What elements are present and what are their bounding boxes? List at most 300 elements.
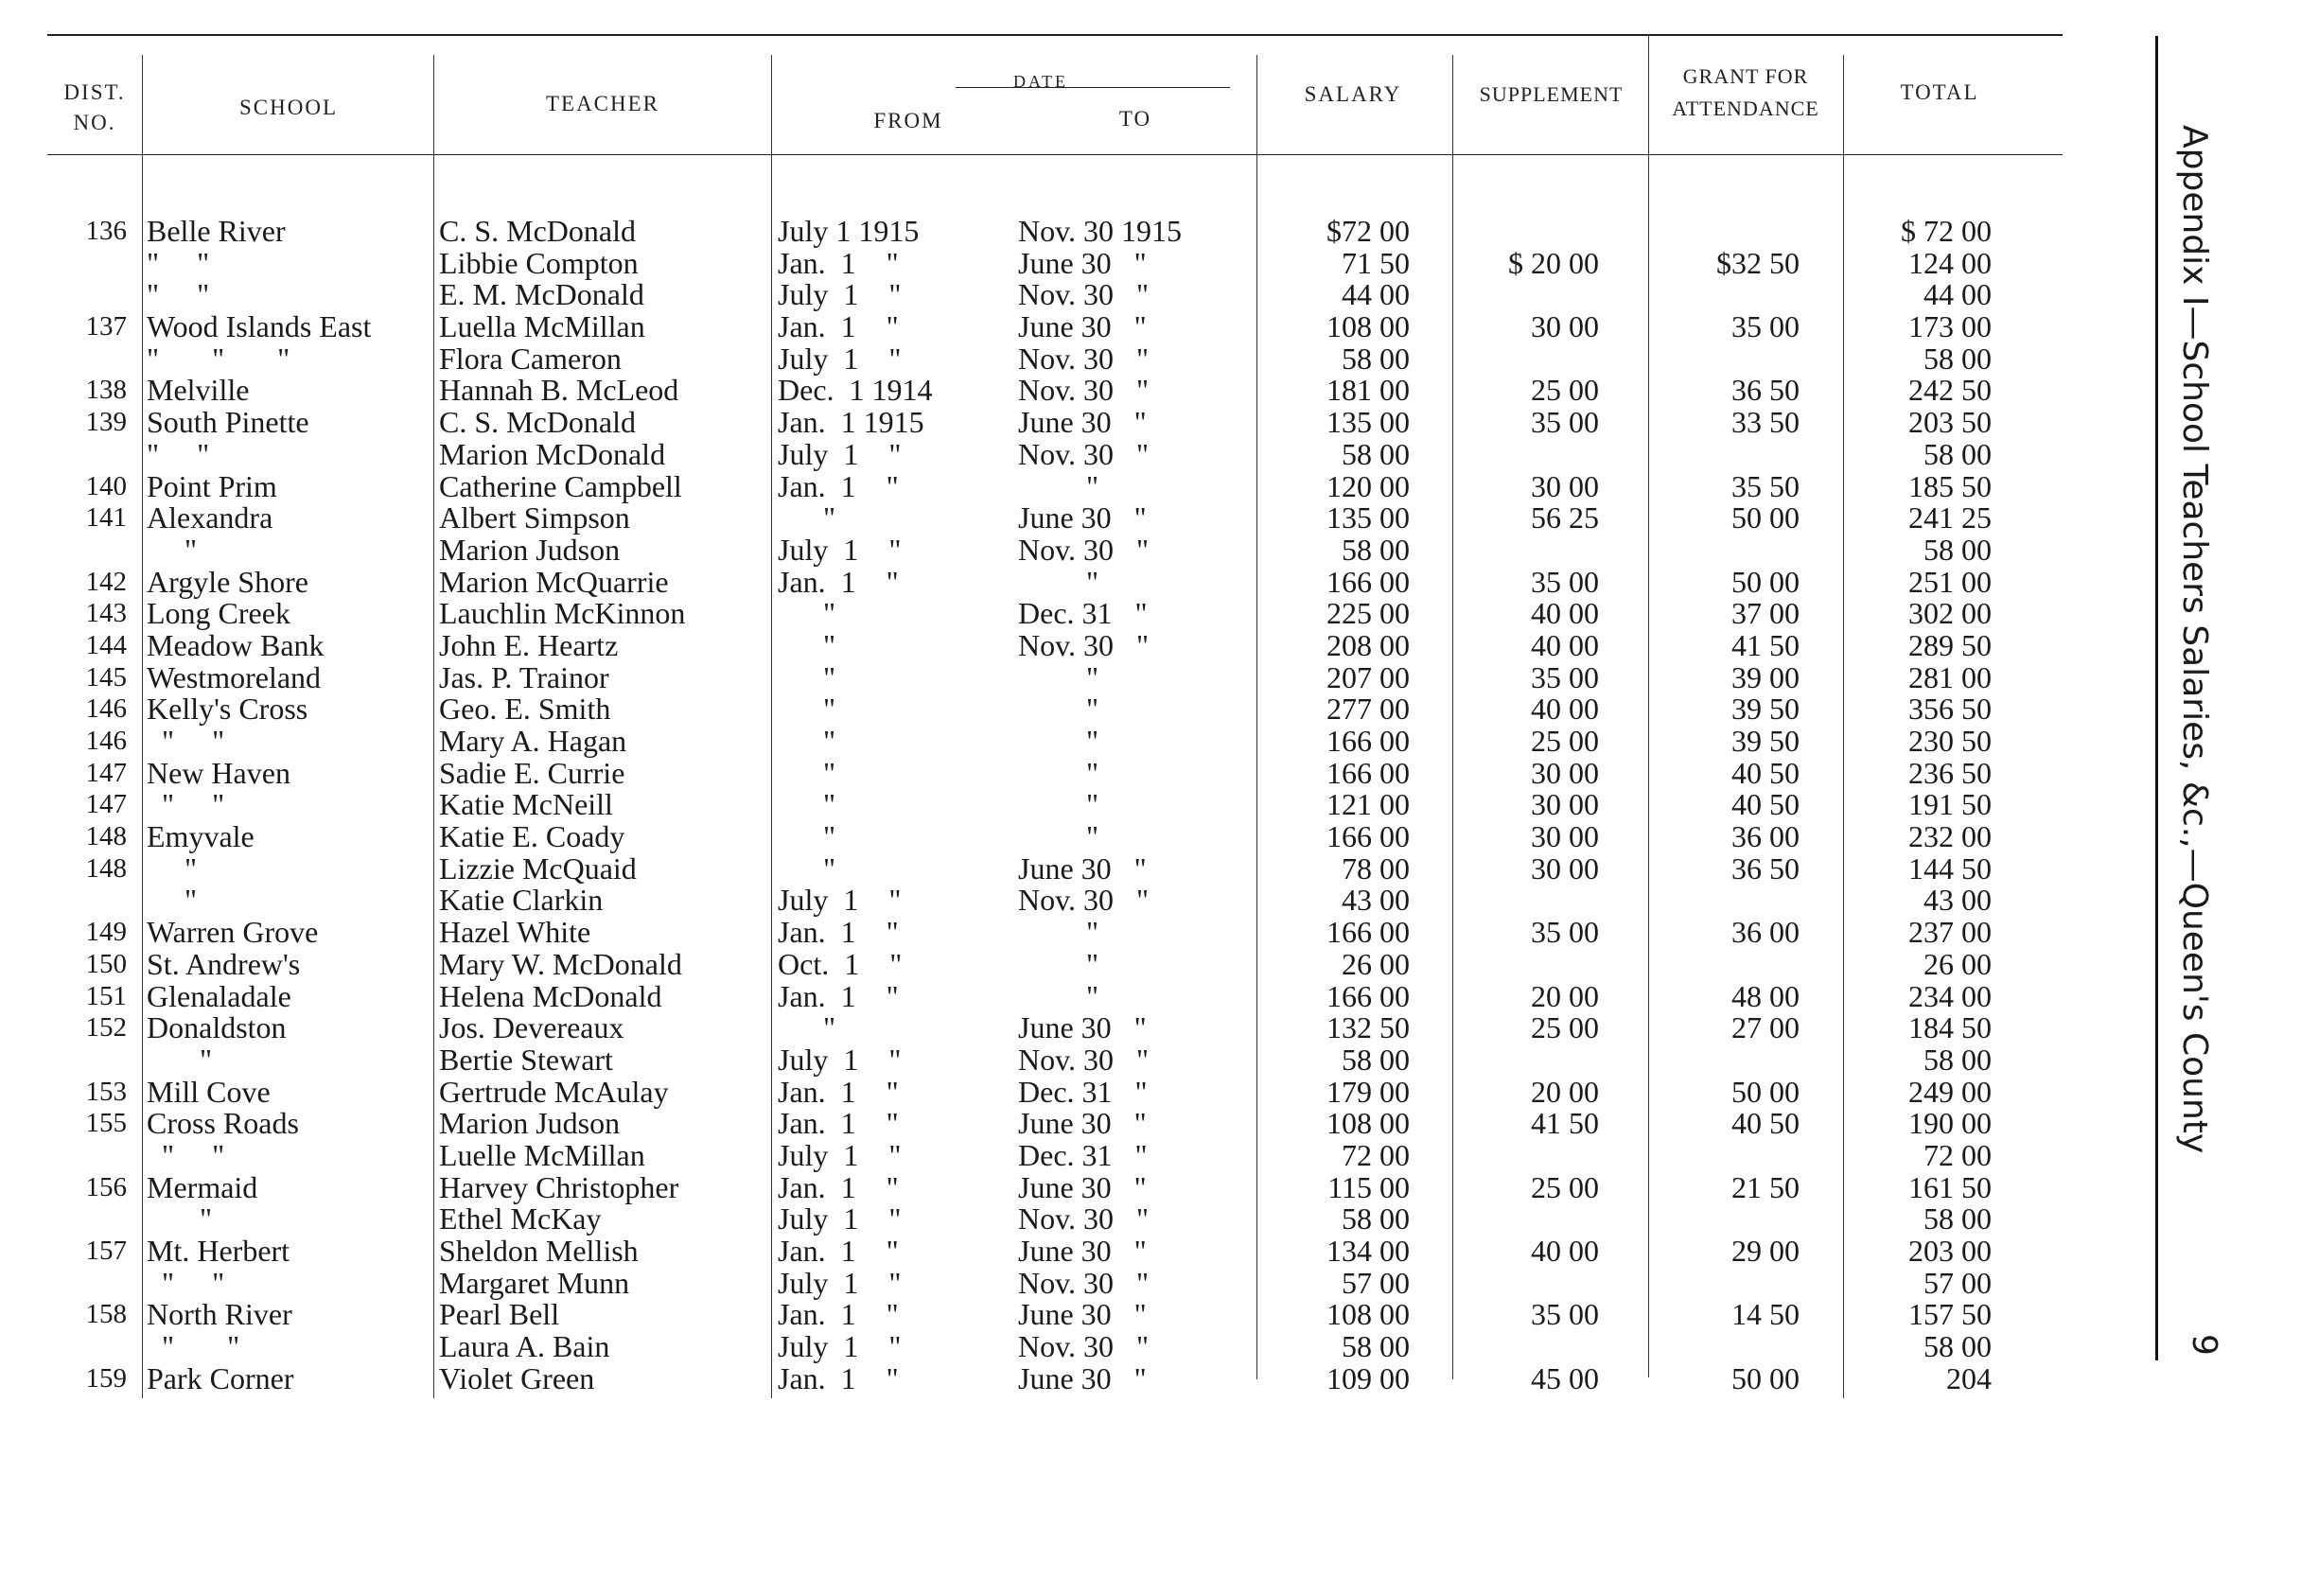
table-row xyxy=(0,532,2081,567)
date-from-cell: Dec. 1 1914 xyxy=(778,373,933,408)
school-cell: " xyxy=(147,1201,213,1236)
school-cell: " " xyxy=(147,1329,240,1364)
supplement-cell: 40 00 xyxy=(1531,692,1599,727)
total-cell: 44 00 xyxy=(1923,277,1992,312)
table-row xyxy=(0,279,2081,311)
date-from-cell: " xyxy=(778,659,836,694)
date-to-cell: Dec. 31 " xyxy=(1018,596,1148,631)
salary-cell: 135 00 xyxy=(1326,405,1410,440)
table-row xyxy=(0,343,2081,376)
date-from-cell: " xyxy=(778,755,836,790)
school-cell: Melville xyxy=(147,373,250,408)
date-to-cell: June 30 " xyxy=(1018,245,1147,280)
school-cell: Kelly's Cross xyxy=(147,692,308,727)
teacher-cell: Pearl Bell xyxy=(439,1297,560,1332)
school-cell: " " xyxy=(147,787,225,822)
school-cell: Meadow Bank xyxy=(147,627,325,662)
dist-no-cell: 147 xyxy=(85,789,127,820)
date-from-cell: " xyxy=(778,787,836,822)
table-row xyxy=(0,726,2081,758)
salary-cell: 108 00 xyxy=(1326,309,1410,344)
date-from-cell: " xyxy=(778,500,836,535)
total-cell: 204 xyxy=(1946,1360,1992,1395)
date-from-cell: " xyxy=(778,627,836,662)
date-from-cell: " xyxy=(778,692,836,727)
table-row xyxy=(0,1074,2081,1109)
table-row xyxy=(0,659,2081,694)
salary-cell: 225 00 xyxy=(1326,596,1410,631)
grant-cell: 36 00 xyxy=(1731,915,1800,950)
salary-cell: 58 00 xyxy=(1342,1042,1410,1077)
supplement-cell: 30 00 xyxy=(1531,755,1599,790)
header-from: FROM xyxy=(873,109,943,132)
teacher-cell: Sadie E. Currie xyxy=(439,755,625,790)
teacher-cell: Lauchlin McKinnon xyxy=(439,596,686,631)
grant-cell: 36 00 xyxy=(1731,819,1800,854)
table-row xyxy=(0,1331,2081,1363)
total-cell: 72 00 xyxy=(1923,1137,1992,1172)
grant-cell: 50 00 xyxy=(1731,500,1800,535)
dist-no-cell: 140 xyxy=(85,470,127,501)
school-cell: Mt. Herbert xyxy=(147,1234,290,1268)
salary-cell: 43 00 xyxy=(1342,883,1410,918)
dist-no-cell: 147 xyxy=(85,757,127,788)
total-cell: 232 00 xyxy=(1908,819,1992,854)
table-row xyxy=(0,821,2081,853)
teacher-cell: Mary A. Hagan xyxy=(439,724,627,758)
salary-cell: 108 00 xyxy=(1326,1297,1410,1332)
total-cell: 190 00 xyxy=(1908,1106,1992,1141)
table-row xyxy=(0,311,2081,343)
teacher-cell: Flora Cameron xyxy=(439,341,622,376)
date-to-cell: June 30 " xyxy=(1018,1010,1147,1045)
supplement-cell: 20 00 xyxy=(1531,1074,1599,1109)
date-from-cell: Jan. 1 " xyxy=(778,1297,899,1332)
table-row xyxy=(0,564,2081,599)
date-from-cell: July 1 " xyxy=(778,436,902,471)
date-from-cell: July 1 " xyxy=(778,883,902,918)
teacher-cell: Lizzie McQuaid xyxy=(439,851,637,886)
date-from-cell: Jan. 1 " xyxy=(778,1074,899,1109)
date-to-cell: June 30 " xyxy=(1018,1234,1147,1268)
date-to-cell: Nov. 30 " xyxy=(1018,1201,1150,1236)
supplement-cell: 30 00 xyxy=(1531,309,1599,344)
date-to-cell: June 30 " xyxy=(1018,309,1147,344)
salary-cell: 120 00 xyxy=(1326,468,1410,503)
dist-no-cell: 155 xyxy=(85,1108,127,1139)
total-cell: 234 00 xyxy=(1908,978,1992,1013)
teacher-cell: Violet Green xyxy=(439,1360,595,1395)
date-from-cell: Jan. 1 " xyxy=(778,915,899,950)
school-cell: " " xyxy=(147,1265,225,1300)
teacher-cell: Sheldon Mellish xyxy=(439,1234,639,1268)
table-row xyxy=(0,1108,2081,1140)
dist-no-cell: 143 xyxy=(85,598,127,629)
date-to-cell: June 30 " xyxy=(1018,500,1147,535)
dist-no-cell: 148 xyxy=(85,852,127,884)
salary-cell: 115 00 xyxy=(1327,1169,1410,1204)
teacher-cell: Gertrude McAulay xyxy=(439,1074,669,1109)
teacher-cell: Jos. Devereaux xyxy=(439,1010,624,1045)
supplement-cell: 35 00 xyxy=(1531,564,1599,599)
total-cell: 230 50 xyxy=(1908,724,1992,758)
dist-no-cell: 146 xyxy=(85,693,127,725)
table-row xyxy=(0,502,2081,535)
grant-cell: 35 50 xyxy=(1731,468,1800,503)
school-cell: " xyxy=(147,851,198,886)
salary-cell: 57 00 xyxy=(1342,1265,1410,1300)
table-row xyxy=(0,436,2081,471)
total-cell: 237 00 xyxy=(1908,915,1992,950)
salary-cell: 58 00 xyxy=(1342,1201,1410,1236)
date-from-cell: Jan. 1 " xyxy=(778,1106,899,1141)
date-from-cell: July 1 " xyxy=(778,1137,902,1172)
total-cell: 236 50 xyxy=(1908,755,1992,790)
table-row xyxy=(0,1360,2081,1395)
grant-cell: 40 50 xyxy=(1731,787,1800,822)
total-cell: 144 50 xyxy=(1908,851,1992,886)
grant-cell: 50 00 xyxy=(1731,1360,1800,1395)
school-cell: Mermaid xyxy=(147,1169,258,1204)
salary-cell: 166 00 xyxy=(1326,978,1410,1013)
teacher-cell: Margaret Munn xyxy=(439,1265,630,1300)
date-to-cell: Nov. 30 " xyxy=(1018,373,1150,408)
grant-cell: 50 00 xyxy=(1731,1074,1800,1109)
grant-cell: 39 50 xyxy=(1731,724,1800,758)
total-cell: 58 00 xyxy=(1923,1042,1992,1077)
table-row xyxy=(0,627,2081,662)
grant-cell: 40 50 xyxy=(1731,755,1800,790)
date-to-cell: June 30 " xyxy=(1018,1360,1147,1395)
dist-no-cell: 137 xyxy=(85,311,127,342)
grant-cell: 41 50 xyxy=(1731,627,1800,662)
school-cell: Alexandra xyxy=(147,500,273,535)
teacher-cell: Marion Judson xyxy=(439,532,621,567)
date-from-cell: Jan. 1 1915 xyxy=(778,405,924,440)
supplement-cell: 25 00 xyxy=(1531,373,1599,408)
teacher-cell: Harvey Christopher xyxy=(439,1169,679,1204)
teacher-cell: Helena McDonald xyxy=(439,978,662,1013)
table-row xyxy=(0,755,2081,790)
dist-no-cell: 146 xyxy=(85,726,127,756)
total-cell: 289 50 xyxy=(1908,627,1992,662)
date-from-cell: Jan. 1 " xyxy=(778,1234,899,1268)
school-cell: Mill Cove xyxy=(147,1074,271,1109)
school-cell: Park Corner xyxy=(147,1360,294,1395)
date-from-cell: " xyxy=(778,851,836,886)
date-to-cell: " xyxy=(1018,978,1099,1013)
date-from-cell: July 1 1915 xyxy=(778,214,920,248)
dist-no-cell: 158 xyxy=(85,1299,127,1330)
date-to-cell: Nov. 30 " xyxy=(1018,1265,1150,1300)
salary-cell: $72 00 xyxy=(1326,214,1410,248)
school-cell: " xyxy=(147,883,198,918)
header-top-rule xyxy=(47,34,2063,36)
salary-cell: 72 00 xyxy=(1342,1137,1410,1172)
teacher-cell: Catherine Campbell xyxy=(439,468,682,503)
salary-cell: 58 00 xyxy=(1342,436,1410,471)
salary-cell: 208 00 xyxy=(1326,627,1410,662)
grant-cell: 36 50 xyxy=(1731,851,1800,886)
total-cell: 356 50 xyxy=(1908,692,1992,727)
grant-cell: 35 00 xyxy=(1731,309,1800,344)
total-cell: 124 00 xyxy=(1908,245,1992,280)
date-from-cell: Jan. 1 " xyxy=(778,1360,899,1395)
teacher-cell: Libbie Compton xyxy=(439,245,639,280)
school-cell: Wood Islands East xyxy=(147,309,372,344)
dist-no-cell: 157 xyxy=(85,1236,127,1266)
side-rule xyxy=(2155,36,2158,1360)
total-cell: 251 00 xyxy=(1908,564,1992,599)
date-from-cell: July 1 " xyxy=(778,1265,902,1300)
table-row xyxy=(0,407,2081,439)
date-from-cell: Jan. 1 " xyxy=(778,564,899,599)
grant-cell: 33 50 xyxy=(1731,405,1800,440)
dist-no-cell: 136 xyxy=(85,216,127,246)
table-row xyxy=(0,598,2081,630)
teacher-cell: Hannah B. McLeod xyxy=(439,373,679,408)
date-from-cell: Jan. 1 " xyxy=(778,309,899,344)
school-cell: Argyle Shore xyxy=(147,564,308,599)
header-school: SCHOOL xyxy=(238,96,338,119)
header-date: DATE xyxy=(1013,72,1068,91)
total-cell: 58 00 xyxy=(1923,341,1992,376)
header-total: TOTAL xyxy=(1900,80,1979,104)
date-to-cell: " xyxy=(1018,946,1099,981)
dist-no-cell: 150 xyxy=(85,948,127,979)
supplement-cell: 35 00 xyxy=(1531,659,1599,694)
salary-cell: 166 00 xyxy=(1326,819,1410,854)
date-to-cell: " xyxy=(1018,787,1099,822)
total-cell: 173 00 xyxy=(1908,309,1992,344)
date-to-cell: " xyxy=(1018,755,1099,790)
total-cell: 203 00 xyxy=(1908,1234,1992,1268)
supplement-cell: 30 00 xyxy=(1531,468,1599,503)
side-title: Appendix I—School Teachers Salaries, &c.,—Queen's County xyxy=(2175,125,2214,1154)
total-cell: 249 00 xyxy=(1908,1074,1992,1109)
date-from-cell: " xyxy=(778,819,836,854)
salary-cell: 179 00 xyxy=(1326,1074,1410,1109)
dist-no-cell: 151 xyxy=(85,980,127,1011)
date-to-cell: " xyxy=(1018,564,1099,599)
date-to-cell: Nov. 30 1915 xyxy=(1018,214,1183,248)
date-to-cell: " xyxy=(1018,692,1099,727)
date-from-cell: " xyxy=(778,724,836,758)
salary-cell: 207 00 xyxy=(1326,659,1410,694)
teacher-cell: Katie E. Coady xyxy=(439,819,625,854)
teacher-cell: C. S. McDonald xyxy=(439,405,636,440)
date-from-cell: July 1 " xyxy=(778,532,902,567)
table-row xyxy=(0,885,2081,917)
school-cell: North River xyxy=(147,1297,292,1332)
total-cell: 161 50 xyxy=(1908,1169,1992,1204)
date-from-cell: " xyxy=(778,596,836,631)
teacher-cell: Luelle McMillan xyxy=(439,1137,645,1172)
table-row xyxy=(0,1012,2081,1044)
date-from-cell: July 1 " xyxy=(778,1042,902,1077)
teacher-cell: E. M. McDonald xyxy=(439,277,644,312)
school-cell: Long Creek xyxy=(147,596,290,631)
table-row xyxy=(0,853,2081,886)
total-cell: 203 50 xyxy=(1908,405,1992,440)
dist-no-cell: 156 xyxy=(85,1171,127,1202)
dist-no-cell: 138 xyxy=(85,375,127,406)
total-cell: 191 50 xyxy=(1908,787,1992,822)
table-row xyxy=(0,1265,2081,1300)
supplement-cell: 20 00 xyxy=(1531,978,1599,1013)
dist-no-cell: 141 xyxy=(85,502,127,534)
date-from-cell: Oct. 1 " xyxy=(778,946,903,981)
salary-cell: 134 00 xyxy=(1326,1234,1410,1268)
total-cell: 58 00 xyxy=(1923,532,1992,567)
school-cell: Glenaladale xyxy=(147,978,291,1013)
total-cell: 26 00 xyxy=(1923,946,1992,981)
header-teacher: TEACHER xyxy=(545,92,660,115)
date-from-cell: Jan. 1 " xyxy=(778,468,899,503)
table-row xyxy=(0,1299,2081,1331)
school-cell: Point Prim xyxy=(147,468,277,503)
date-to-cell: Nov. 30 " xyxy=(1018,883,1150,918)
supplement-cell: 40 00 xyxy=(1531,1234,1599,1268)
school-cell: " " xyxy=(147,1137,225,1172)
header-supplement: SUPPLEMENT xyxy=(1479,82,1624,106)
supplement-cell: 35 00 xyxy=(1531,405,1599,440)
page-number: 9 xyxy=(2185,1334,2223,1356)
salary-cell: 58 00 xyxy=(1342,341,1410,376)
date-to-cell: June 30 " xyxy=(1018,1297,1147,1332)
salary-cell: 121 00 xyxy=(1326,787,1410,822)
salary-cell: 166 00 xyxy=(1326,915,1410,950)
teacher-cell: Marion Judson xyxy=(439,1106,621,1141)
date-to-cell: Nov. 30 " xyxy=(1018,1042,1150,1077)
date-to-cell: " xyxy=(1018,915,1099,950)
table-row xyxy=(0,1137,2081,1172)
salary-cell: 277 00 xyxy=(1326,692,1410,727)
grant-cell: 40 50 xyxy=(1731,1106,1800,1141)
table-row xyxy=(0,1203,2081,1236)
total-cell: 57 00 xyxy=(1923,1265,1992,1300)
date-from-cell: Jan. 1 " xyxy=(778,978,899,1013)
date-to-cell: June 30 " xyxy=(1018,405,1147,440)
school-cell: " xyxy=(147,1042,213,1077)
teacher-cell: Mary W. McDonald xyxy=(439,946,682,981)
supplement-cell: 30 00 xyxy=(1531,851,1599,886)
table-row xyxy=(0,1169,2081,1204)
total-cell: 157 50 xyxy=(1908,1297,1992,1332)
school-cell: " " xyxy=(147,724,225,758)
supplement-cell: 25 00 xyxy=(1531,1169,1599,1204)
grant-cell: 14 50 xyxy=(1731,1297,1800,1332)
supplement-cell: $ 20 00 xyxy=(1508,245,1599,280)
teacher-cell: Geo. E. Smith xyxy=(439,692,611,727)
salary-cell: 44 00 xyxy=(1342,277,1410,312)
teacher-cell: Jas. P. Trainor xyxy=(439,659,609,694)
total-cell: 185 50 xyxy=(1908,468,1992,503)
dist-no-cell: 159 xyxy=(85,1362,127,1394)
teacher-cell: Marion McDonald xyxy=(439,436,666,471)
dist-no-cell: 144 xyxy=(85,629,127,660)
salary-cell: 58 00 xyxy=(1342,1329,1410,1364)
table-row xyxy=(0,468,2081,503)
grant-cell: 39 50 xyxy=(1731,692,1800,727)
date-to-cell: Nov. 30 " xyxy=(1018,341,1150,376)
date-from-cell: July 1 " xyxy=(778,1201,902,1236)
school-cell: Cross Roads xyxy=(147,1106,299,1141)
school-cell: Donaldston xyxy=(147,1010,287,1045)
date-to-cell: June 30 " xyxy=(1018,851,1147,886)
school-cell: " xyxy=(147,532,198,567)
total-cell: 281 00 xyxy=(1908,659,1992,694)
grant-cell: 21 50 xyxy=(1731,1169,1800,1204)
dist-no-cell: 148 xyxy=(85,821,127,852)
supplement-cell: 41 50 xyxy=(1531,1106,1599,1141)
school-cell: Westmoreland xyxy=(147,659,322,694)
date-from-cell: Jan. 1 " xyxy=(778,245,899,280)
dist-no-cell: 153 xyxy=(85,1076,127,1107)
teacher-cell: C. S. McDonald xyxy=(439,214,636,248)
table-row xyxy=(0,245,2081,280)
date-from-cell: July 1 " xyxy=(778,1329,902,1364)
school-cell: St. Andrew's xyxy=(147,946,301,981)
supplement-cell: 40 00 xyxy=(1531,596,1599,631)
supplement-cell: 56 25 xyxy=(1531,500,1599,535)
total-cell: 58 00 xyxy=(1923,436,1992,471)
date-to-cell: June 30 " xyxy=(1018,1169,1147,1204)
school-cell: Belle River xyxy=(147,214,286,248)
school-cell: Warren Grove xyxy=(147,915,319,950)
date-from-cell: July 1 " xyxy=(778,341,902,376)
table-row xyxy=(0,917,2081,949)
dist-no-cell: 145 xyxy=(85,661,127,693)
grant-cell: 50 00 xyxy=(1731,564,1800,599)
total-cell: $ 72 00 xyxy=(1901,214,1992,248)
grant-cell: 27 00 xyxy=(1731,1010,1800,1045)
dist-no-cell: 139 xyxy=(85,407,127,438)
total-cell: 241 25 xyxy=(1908,500,1992,535)
grant-cell: 39 00 xyxy=(1731,659,1800,694)
table-row xyxy=(0,946,2081,981)
total-cell: 58 00 xyxy=(1923,1201,1992,1236)
date-to-cell: Dec. 31 " xyxy=(1018,1137,1148,1172)
salary-cell: 109 00 xyxy=(1326,1360,1410,1395)
total-cell: 184 50 xyxy=(1908,1010,1992,1045)
salary-cell: 58 00 xyxy=(1342,532,1410,567)
date-to-cell: " xyxy=(1018,468,1099,503)
date-to-cell: Nov. 30 " xyxy=(1018,436,1150,471)
supplement-cell: 35 00 xyxy=(1531,915,1599,950)
salary-cell: 166 00 xyxy=(1326,755,1410,790)
teacher-cell: Marion McQuarrie xyxy=(439,564,669,599)
salary-cell: 26 00 xyxy=(1342,946,1410,981)
grant-cell: 29 00 xyxy=(1731,1234,1800,1268)
date-to-cell: Dec. 31 " xyxy=(1018,1074,1148,1109)
date-from-cell: " xyxy=(778,1010,836,1045)
date-to-cell: " xyxy=(1018,659,1099,694)
header-grant: GRANT FOR ATTENDANCE xyxy=(1672,64,1819,120)
teacher-cell: Albert Simpson xyxy=(439,500,630,535)
teacher-cell: Ethel McKay xyxy=(439,1201,602,1236)
salary-cell: 135 00 xyxy=(1326,500,1410,535)
table-row xyxy=(0,1044,2081,1077)
salary-cell: 78 00 xyxy=(1342,851,1410,886)
salary-cell: 71 50 xyxy=(1342,245,1410,280)
date-to-cell: " xyxy=(1018,724,1099,758)
header-to: TO xyxy=(1118,107,1152,131)
date-to-cell: Nov. 30 " xyxy=(1018,277,1150,312)
supplement-cell: 25 00 xyxy=(1531,1010,1599,1045)
supplement-cell: 30 00 xyxy=(1531,787,1599,822)
school-cell: " " xyxy=(147,436,210,471)
